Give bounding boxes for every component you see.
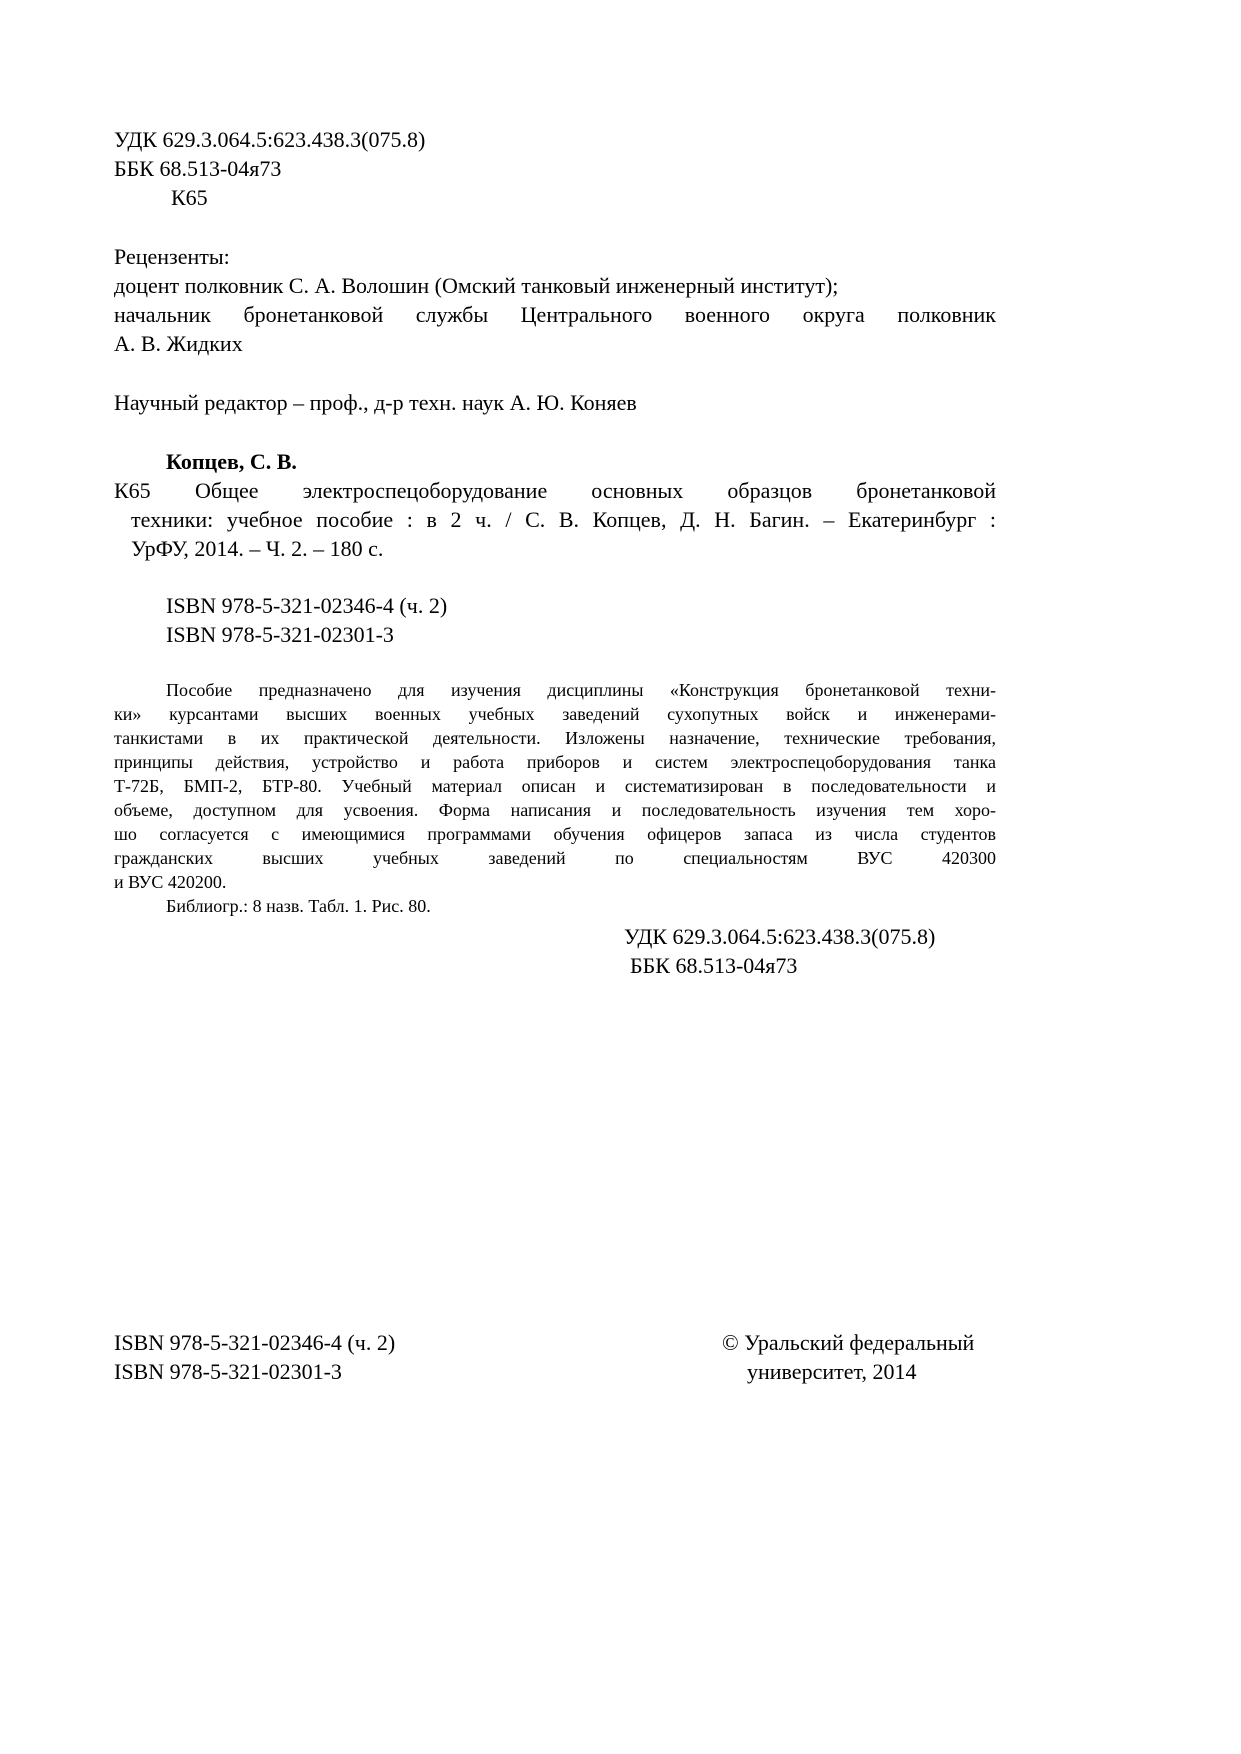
abstract-line-6: объеме, доступном для усвоения. Форма написания и последовательность изучения тем хоро- bbox=[114, 800, 996, 820]
abstract-line-8: гражданских высших учебных заведений по специальностям ВУС 420300 bbox=[114, 848, 996, 868]
copyright-line-1: © Уральский федеральный bbox=[722, 1330, 975, 1355]
abstract-line-4: принципы действия, устройство и работа приборов и систем электроспецоборудования танка bbox=[114, 752, 996, 772]
reviewers-title: Рецензенты: bbox=[114, 244, 230, 269]
classification-udk: УДК 629.3.064.5:623.438.3(075.8) bbox=[624, 924, 936, 949]
bibliographic-mark: К65 bbox=[114, 478, 151, 503]
book-title-line-1: Общее электроспецоборудование основных образцов бронетанковой bbox=[195, 478, 996, 503]
reviewer-line-3: А. В. Жидких bbox=[114, 331, 243, 356]
abstract-line-7: шо согласуется с имеющимися программами обучения офицеров запаса из числа студентов bbox=[114, 824, 996, 844]
abstract-line-1: Пособие предназначено для изучения дисциплины «Конструкция бронетанковой техни- bbox=[166, 680, 996, 700]
reviewer-line-2: начальник бронетанковой службы Центрального военного округа полковник bbox=[114, 302, 996, 327]
scientific-editor: Научный редактор – проф., д-р техн. наук А. Ю. Коняев bbox=[114, 390, 637, 415]
copyright-line-2: университет, 2014 bbox=[747, 1359, 917, 1384]
book-title-line-3: УрФУ, 2014. – Ч. 2. – 180 с. bbox=[131, 536, 384, 561]
isbn-part: ISBN 978-5-321-02346-4 (ч. 2) bbox=[166, 593, 448, 618]
footer-isbn-part: ISBN 978-5-321-02346-4 (ч. 2) bbox=[114, 1330, 396, 1355]
classification-bbk: ББК 68.513-04я73 bbox=[630, 953, 798, 978]
header-udk: УДК 629.3.064.5:623.438.3(075.8) bbox=[114, 127, 426, 152]
header-bbk: ББК 68.513-04я73 bbox=[114, 156, 282, 181]
abstract-line-3: танкистами в их практической деятельности. Изложены назначение, технические требования, bbox=[114, 728, 996, 748]
abstract-bibliography: Библиогр.: 8 назв. Табл. 1. Рис. 80. bbox=[166, 896, 431, 916]
abstract-line-2: ки» курсантами высших военных учебных заведений сухопутных войск и инженерами- bbox=[114, 704, 996, 724]
abstract-line-9: и ВУС 420200. bbox=[114, 872, 227, 892]
book-title-line-2: техники: учебное пособие : в 2 ч. / С. В. Копцев, Д. Н. Багин. – Екатеринбург : bbox=[131, 507, 996, 532]
abstract-line-5: Т-72Б, БМП-2, БТР-80. Учебный материал описан и систематизирован в последовательности и bbox=[114, 776, 996, 796]
footer-isbn-set: ISBN 978-5-321-02301-3 bbox=[114, 1359, 342, 1384]
header-author-mark: К65 bbox=[171, 185, 208, 210]
isbn-set: ISBN 978-5-321-02301-3 bbox=[166, 622, 394, 647]
reviewer-line-1: доцент полковник С. А. Волошин (Омский танковый инженерный институт); bbox=[114, 273, 839, 298]
book-author: Копцев, С. В. bbox=[166, 449, 297, 474]
